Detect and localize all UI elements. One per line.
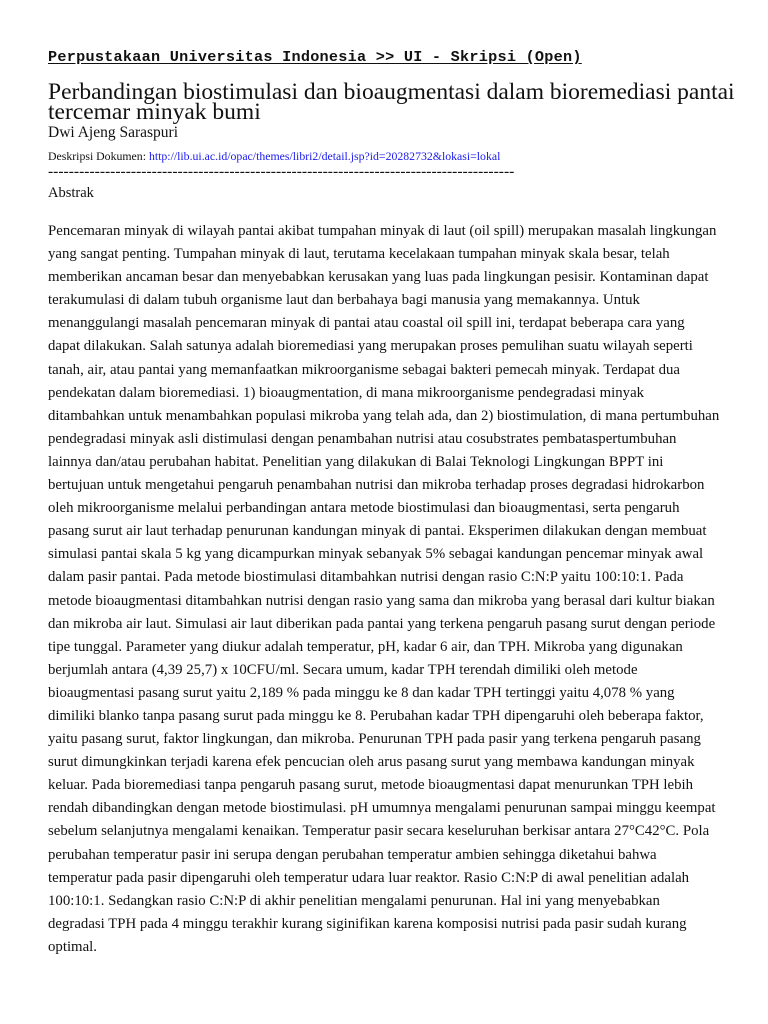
abstract-heading: Abstrak bbox=[48, 185, 94, 201]
description-label: Deskripsi Dokumen: bbox=[48, 149, 146, 163]
breadcrumb-text[interactable]: Perpustakaan Universitas Indonesia >> UI - Skripsi (Open) bbox=[48, 48, 582, 66]
description-link[interactable]: http://lib.ui.ac.id/opac/themes/libri2/detail.jsp?id=20282732&lokasi=lokal bbox=[148, 149, 501, 163]
divider-line: ------------------------------------------------------------------------------------------ bbox=[48, 163, 515, 180]
document-author: Dwi Ajeng Saraspuri bbox=[48, 124, 179, 141]
document-description bbox=[48, 149, 500, 164]
breadcrumb[interactable] bbox=[48, 48, 582, 66]
abstract-body: Pencemaran minyak di wilayah pantai akibat tumpahan minyak di laut (oil spill) merupakan masalah lingkungan yang sangat penting. Tumpahan minyak di laut, terutama kecelakaan tumpahan minyak skala besar, telah memberikan ancaman besar dan menyebabkan kerusakan yang luas pada lingkungan pesisir. Kontaminan dapat terakumulasi di dalam tubuh organisme laut dan berbahaya bagi manusia yang memakannya. Untuk menanggulangi masalah pencemaran minyak di pantai atau coastal oil spill ini, terdapat beberapa cara yang dapat dilakukan. Salah satunya adalah bioremediasi yang merupakan proses pemulihan suatu wilayah seperti tanah, air, atau pantai yang memanfaatkan mikroorganisme sebagai bakteri pemecah minyak. Terdapat dua pendekatan dalam bioremediasi. 1) bioaugmentation, di mana mikroorganisme pendegradasi minyak ditambahkan untuk menambahkan populasi mikroba yang telah ada, dan 2) biostimulation, di mana pertumbuhan pendegradasi minyak asli distimulasi dengan penambahan nutrisi atau cosubstrates pembataspertumbuhan lainnya dan/atau perubahan habitat. Penelitian yang dilakukan di Balai Teknologi Lingkungan BPPT ini bertujuan untuk mengetahui pengaruh penambahan nutrisi dan mikroba terhadap proses degradasi hidrokarbon oleh mikroorganisme melalui perbandingan antara metode biostimulasi dan bioaugmentasi, serta pengaruh pasang surut air laut terhadap penurunan kandungan minyak di pantai. Eksperimen dilakukan dengan membuat simulasi pantai skala 5 kg yang dicampurkan minyak sebanyak 5% sebagai kandungan pencemar minyak awal dalam pasir pantai. Pada metode biostimulasi ditambahkan nutrisi dengan rasio C:N:P yaitu 100:10:1. Pada metode bioaugmentasi ditambahkan nutrisi dengan rasio yang sama dan mikroba yang berasal dari kultur biakan dan mikroba air laut. Simulasi air laut diberikan pada pantai yang terkena pengaruh pasang surut dengan periode tipe tunggal. Parameter yang diukur adalah temperatur, pH, kadar 6 air, dan TPH. Mikroba yang digunakan berjumlah antara (4,39 25,7) x 10CFU/ml. Secara umum, kadar TPH terendah dimiliki oleh metode bioaugmentasi pasang surut yaitu 2,189 % pada minggu ke 8 dan kadar TPH tertinggi yaitu 4,078 % yang dimiliki blanko tanpa pasang surut pada minggu ke 8. Perubahan kadar TPH dipengaruhi oleh beberapa faktor, yaitu pasang surut, faktor lingkungan, dan mikroba. Penurunan TPH pada pasir yang terkena pengaruh pasang surut dimungkinkan terjadi karena efek pencucian oleh arus pasang surut yang membawa kandungan minyak keluar. Pada bioremediasi tanpa pengaruh pasang surut, metode bioaugmentasi dapat menurunkan TPH lebih rendah dibandingkan dengan metode biostimulasi. pH umumnya mengalami penurunan sampai minggu keempat sebelum selanjutnya mengalami kenaikan. Temperatur pasir secara keseluruhan berkisar antara 27°C42°C. Pola perubahan temperatur pasir ini serupa dengan perubahan temperatur ambien sehingga diketahui bahwa temperatur pada pasir dipengaruhi oleh temperatur udara luar reaktor. Rasio C:N:P di awal penelitian adalah 100:10:1. Sedangkan rasio C:N:P di akhir penelitian mengalami penurunan. Hal ini yang menyebabkan degradasi TPH pada 4 minggu terakhir kurang siginifikan karena komposisi nutrisi pada pasir sudah kurang optimal. bbox=[48, 223, 720, 955]
document-title: Perbandingan biostimulasi dan bioaugmentasi dalam bioremediasi pantai tercemar minyak bumi bbox=[48, 79, 735, 125]
